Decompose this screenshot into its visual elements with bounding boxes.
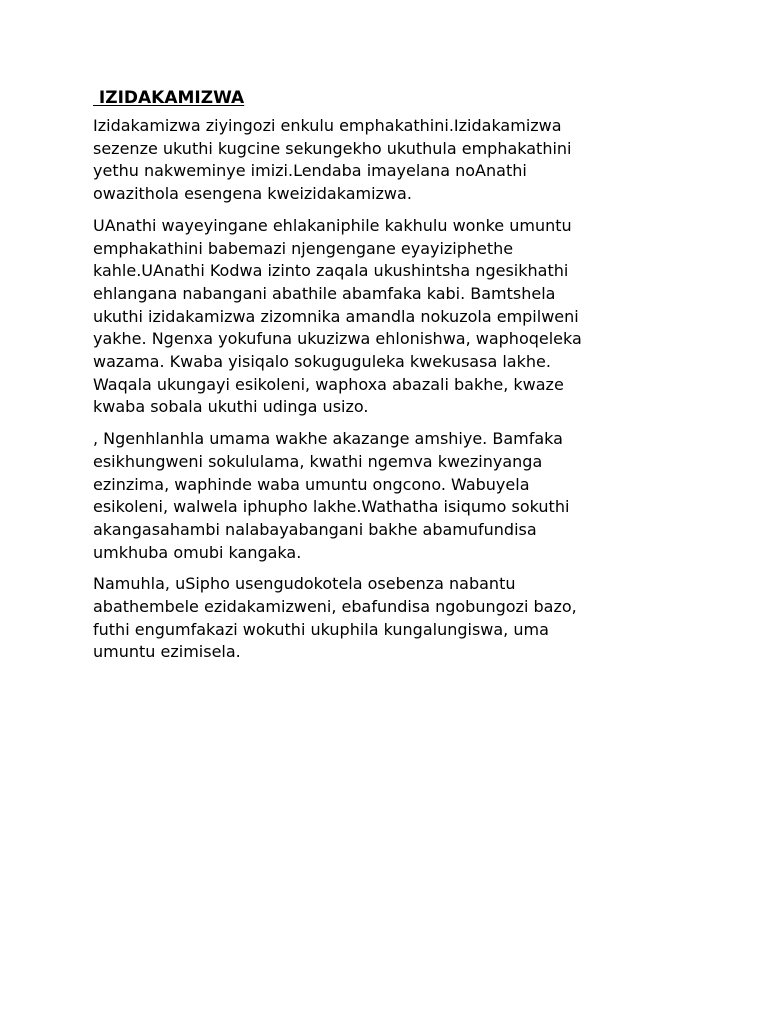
paragraph-4: Namuhla, uSipho usengudokotela osebenza nabantu abathembele ezidakamizweni, ebafundisa ngobungozi bazo, futhi engumfakazi wokuthi ukuphila kungalungiswa, uma umuntu ezimisela. [93, 574, 577, 662]
document-body [93, 86, 663, 673]
document-title: IZIDAKAMIZWA [93, 88, 245, 108]
paragraph-3: , Ngenhlanhla umama wakhe akazange amshiye. Bamfaka esikhungweni sokululama, kwathi ngemva kwezinyanga ezinzima, waphinde waba umuntu ongcono. Wabuyela esikoleni, walwela iphupho lakhe.Wathatha isiqumo sokuthi akangasahambi nalabayabangani bakhe abamufundisa umkhuba omubi kangaka. [93, 429, 570, 562]
paragraph-1: Izidakamizwa ziyingozi enkulu emphakathini.Izidakamizwa sezenze ukuthi kugcine sekungekho ukuthula emphakathini yethu nakweminye imizi.Lendaba imayelana noAnathi owazithola esengena kweizidakamizwa. [93, 116, 572, 204]
paragraph-2: UAnathi wayeyingane ehlakaniphile kakhulu wonke umuntu emphakathini babemazi njengengane eyayiziphethe kahle.UAnathi Kodwa izinto zaqala ukushintsha ngesikhathi ehlangana nabangani abathile abamfaka kabi. Bamtshela ukuthi izidakamizwa zizomnika amandla nokuzola empilweni yakhe. Ngenxa yokufuna ukuzizwa ehlonishwa, waphoqeleka wazama. Kwaba yisiqalo sokuguguleka kwekusasa lakhe. Waqala ukungayi esikoleni, waphoxa abazali bakhe, kwaze kwaba sobala ukuthi udinga usizo. [93, 215, 582, 417]
